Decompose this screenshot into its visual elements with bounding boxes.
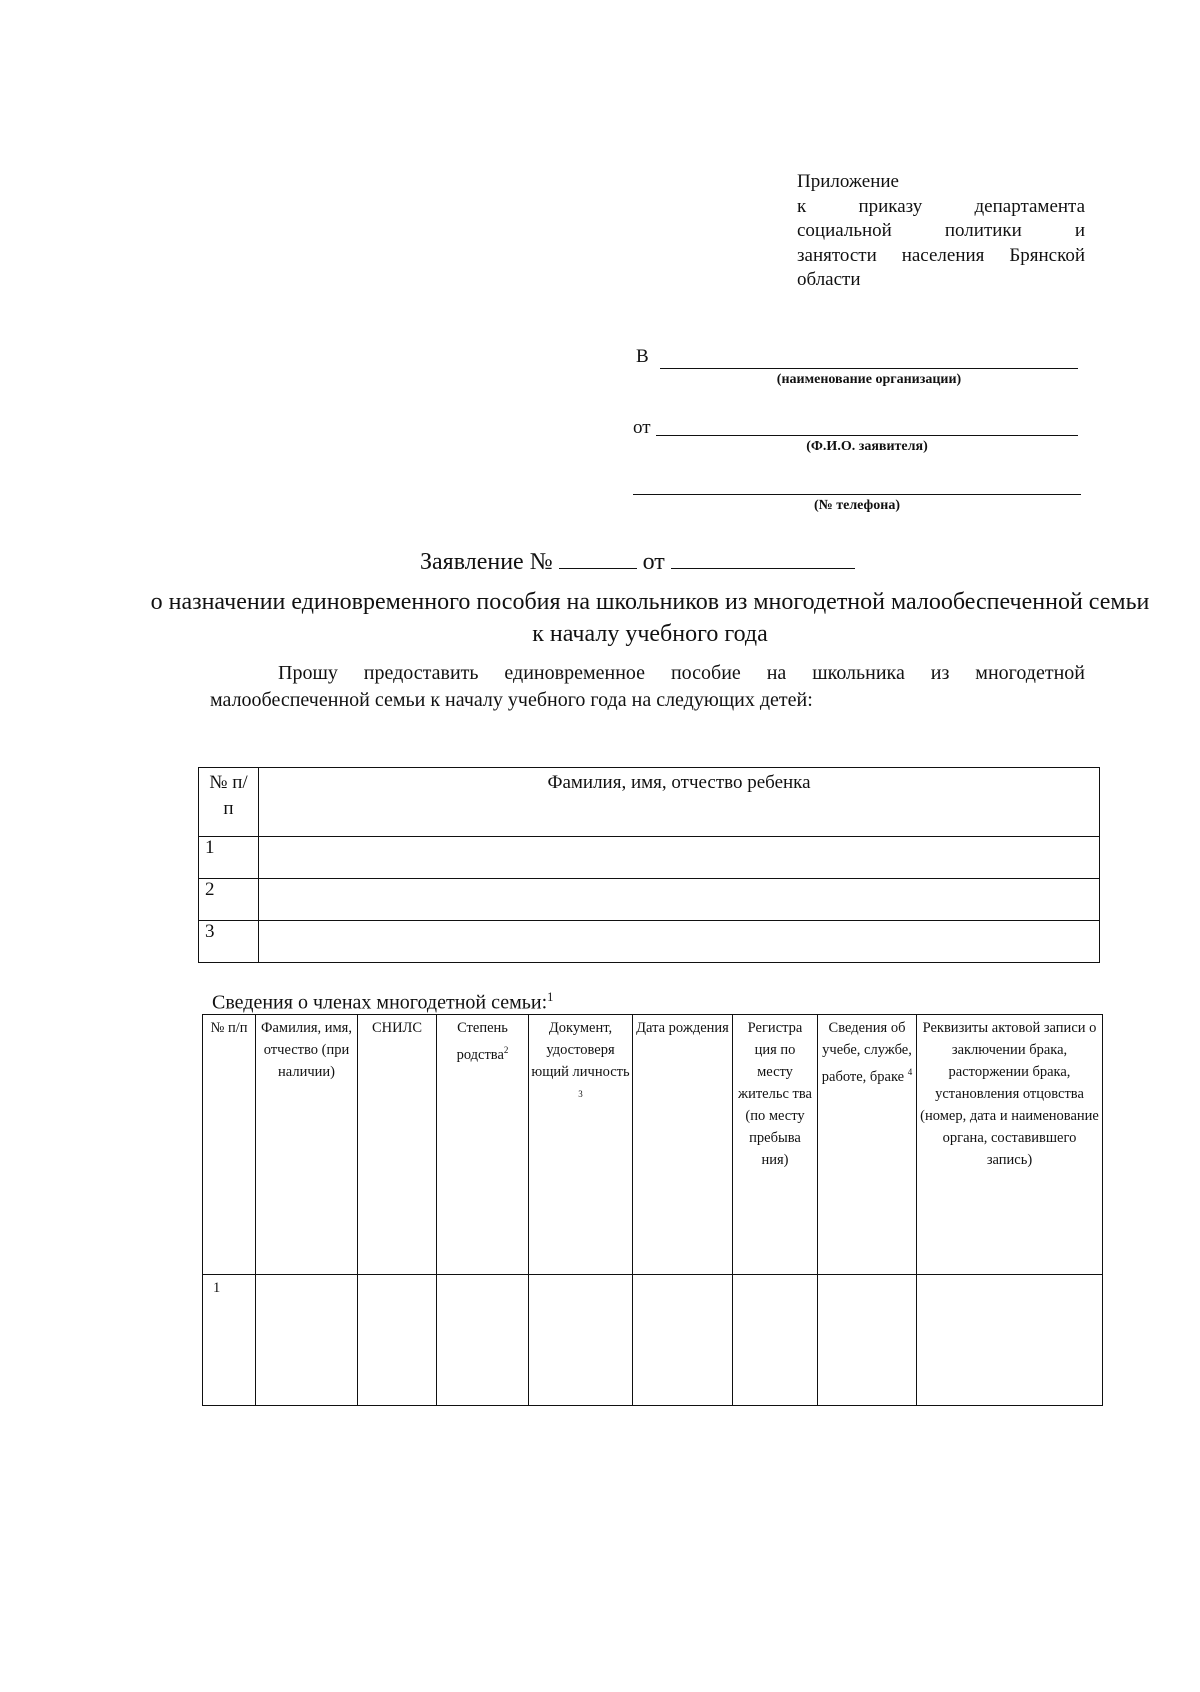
appendix-word: занятости — [797, 244, 877, 266]
civil-record-cell[interactable] — [917, 1275, 1103, 1406]
footnote-marker: 3 — [578, 1089, 583, 1099]
column-header-civil-record: Реквизиты актовой записи о заключении брака, расторжении брака, установления отцовства (номер, дата и наименование органа, составившего запись) — [917, 1015, 1103, 1275]
footnote-marker: 2 — [503, 1045, 509, 1055]
family-table-caption-text: Сведения о членах многодетной семьи: — [212, 991, 548, 1014]
table-header-row — [203, 1015, 1103, 1275]
column-header-relationship: Степень родства$^2$ — [437, 1015, 529, 1275]
family-members-table — [202, 1014, 1103, 1406]
study-work-cell[interactable] — [818, 1275, 917, 1406]
appendix-title: Приложение — [797, 171, 899, 192]
column-header-identity-document: Документ, удостоверя ющий личность $^3$ — [529, 1015, 633, 1275]
registration-cell[interactable] — [733, 1275, 818, 1406]
table-row — [199, 837, 1100, 879]
column-header-snils: СНИЛС — [358, 1015, 437, 1275]
footnote-marker: 1 — [547, 990, 554, 1004]
appendix-line: области — [797, 269, 861, 290]
table-row — [203, 1275, 1103, 1406]
relationship-cell[interactable] — [437, 1275, 529, 1406]
column-header-registration: Регистра ция по месту жительс тва (по месту пребыва ния) — [733, 1015, 818, 1275]
from-label: от — [633, 417, 651, 438]
application-date-field[interactable] — [671, 548, 855, 569]
table-row — [199, 921, 1100, 963]
column-header-child-name: Фамилия, имя, отчество ребенка — [259, 768, 1100, 837]
column-header-number: № п/п — [203, 1015, 256, 1275]
snils-cell[interactable] — [358, 1275, 437, 1406]
appendix-line — [797, 244, 1085, 269]
to-label: В — [636, 346, 649, 367]
appendix-line — [797, 219, 1085, 244]
identity-document-cell[interactable] — [529, 1275, 633, 1406]
organization-caption: (наименование организации) — [776, 372, 962, 387]
application-number-field[interactable] — [559, 548, 637, 569]
child-name-cell[interactable] — [259, 921, 1100, 963]
appendix-word: к — [797, 195, 807, 217]
column-header-birth-date: Дата рождения — [633, 1015, 733, 1275]
full-name-cell[interactable] — [256, 1275, 358, 1406]
row-number: 2 — [199, 879, 259, 921]
table-row — [199, 879, 1100, 921]
applicant-name-field[interactable] — [656, 435, 1078, 436]
appendix-word: населения — [901, 244, 985, 266]
appendix-line — [797, 195, 1085, 220]
child-name-cell[interactable] — [259, 837, 1100, 879]
request-paragraph: Прошу предоставить единовременное пособие на школьника из многодетной малообеспеченной семьи к началу учебного года на следующих детей: — [210, 662, 1085, 711]
table-header-row — [199, 768, 1100, 837]
footnote-marker: 4 — [907, 1067, 913, 1077]
appendix-word: социальной — [797, 220, 892, 241]
column-header-study-work-info: Сведения об учебе, службе, работе, браке $^4$ — [818, 1015, 917, 1275]
phone-field[interactable] — [633, 494, 1081, 495]
appendix-block — [797, 170, 1085, 293]
application-number-label: Заявление № — [420, 549, 553, 575]
appendix-word: и — [1074, 220, 1085, 241]
appendix-word: политики — [944, 220, 1022, 241]
appendix-word: департамента — [974, 195, 1086, 217]
application-date-label: от — [642, 549, 665, 575]
birth-date-cell[interactable] — [633, 1275, 733, 1406]
column-header-number: № п/п — [199, 768, 259, 837]
column-header-full-name: Фамилия, имя, отчество (при наличии) — [256, 1015, 358, 1275]
appendix-word: приказу — [858, 195, 923, 217]
row-number: 1 — [199, 837, 259, 879]
children-table — [198, 767, 1100, 963]
application-subtitle: о назначении единовременного пособия на школьников из многодетной малообеспеченной семьи к началу учебного года — [150, 589, 1150, 647]
family-table-caption — [212, 990, 553, 1015]
appendix-word: Брянской — [1009, 244, 1086, 266]
row-number: 1 — [203, 1275, 256, 1406]
row-number: 3 — [199, 921, 259, 963]
phone-caption: (№ телефона) — [814, 498, 900, 513]
application-title — [420, 548, 855, 576]
organization-field[interactable] — [660, 368, 1078, 369]
child-name-cell[interactable] — [259, 879, 1100, 921]
applicant-name-caption: (Ф.И.О. заявителя) — [806, 439, 928, 454]
